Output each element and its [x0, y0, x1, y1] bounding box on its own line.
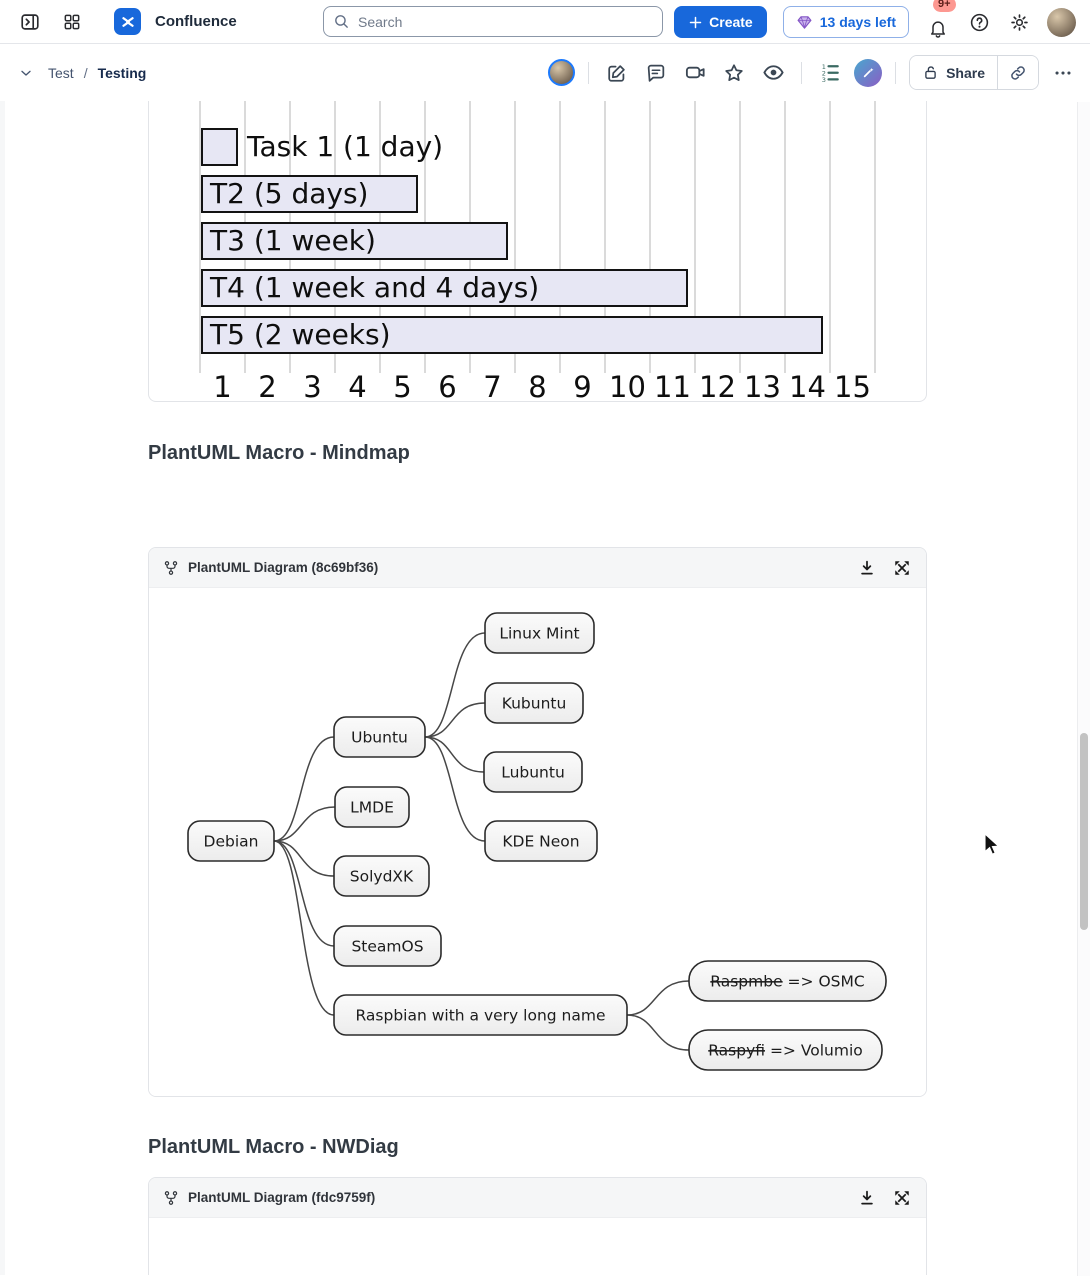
mindmap-edge: [425, 737, 485, 841]
mindmap-node-label: Debian: [203, 832, 259, 851]
gantt-task-label: T2 (5 days): [210, 177, 369, 210]
video-button[interactable]: [680, 58, 710, 88]
edit-page-button[interactable]: [602, 58, 632, 88]
gantt-axis-day-label: 6: [438, 370, 457, 402]
video-camera-icon: [684, 61, 707, 84]
nwdiag-section-heading: PlantUML Macro - NWDiag: [148, 1136, 399, 1158]
mindmap-diagram: [149, 588, 926, 1097]
link-icon: [1009, 64, 1027, 82]
ai-assistant-button[interactable]: [854, 59, 882, 87]
plus-icon: [688, 15, 703, 30]
mindmap-edge: [627, 1015, 689, 1050]
gantt-axis-day-label: 15: [834, 370, 871, 402]
mindmap-diagram-panel: [148, 547, 927, 1097]
collapsed-sidebar-rail: [0, 101, 5, 1275]
eye-icon: [762, 61, 785, 84]
scrollbar-thumb[interactable]: [1080, 733, 1088, 930]
gantt-axis-day-label: 5: [393, 370, 412, 402]
app-name: Confluence: [155, 13, 237, 30]
search-icon: [333, 13, 350, 30]
expand-diagram-button[interactable]: [892, 558, 912, 578]
mindmap-node-label: LMDE: [350, 798, 394, 817]
gantt-axis-day-label: 2: [258, 370, 277, 402]
more-actions-button[interactable]: [1048, 58, 1078, 88]
confluence-logo-icon[interactable]: [114, 8, 141, 35]
bell-icon: [928, 18, 948, 38]
gantt-task-label: T5 (2 weeks): [210, 318, 391, 351]
mindmap-node-label: Raspyfi => Volumio: [708, 1041, 863, 1060]
copy-link-button[interactable]: [997, 56, 1038, 89]
nwdiag-panel-body: [149, 1218, 926, 1275]
mindmap-node-label: Raspmbe => OSMC: [710, 972, 865, 991]
mindmap-node-label: Ubuntu: [351, 728, 408, 747]
mindmap-edge: [274, 807, 335, 841]
mindmap-edge: [425, 633, 485, 737]
help-button[interactable]: [967, 10, 991, 34]
settings-button[interactable]: [1007, 10, 1031, 34]
gantt-task-label: T3 (1 week): [210, 224, 376, 257]
toolbar-divider: [588, 62, 589, 84]
diagram-fork-icon: [163, 560, 179, 576]
gantt-axis-day-label: 10: [609, 370, 646, 402]
star-button[interactable]: [719, 58, 749, 88]
mindmap-node-label: SteamOS: [351, 937, 424, 956]
mindmap-node-label: Kubuntu: [501, 694, 567, 713]
share-button-label: Share: [946, 64, 985, 81]
gantt-axis-day-label: 1: [213, 370, 232, 402]
scrollbar-track[interactable]: [1077, 102, 1090, 1276]
mindmap-section-heading: PlantUML Macro - Mindmap: [148, 442, 410, 464]
gantt-axis-day-label: 9: [573, 370, 592, 402]
mindmap-edge: [425, 737, 484, 772]
app-switcher-button[interactable]: [56, 6, 88, 38]
nwdiag-panel-title: PlantUML Diagram (fdc9759f): [188, 1190, 376, 1205]
gantt-task-label: Task 1 (1 day): [247, 130, 444, 163]
table-of-contents-button[interactable]: [815, 58, 845, 88]
nwdiag-panel-header: [149, 1178, 926, 1218]
create-button[interactable]: [674, 6, 767, 38]
collapse-breadcrumb-button[interactable]: [14, 61, 38, 85]
mindmap-node-label: Linux Mint: [499, 624, 580, 643]
trial-days-left-button[interactable]: [783, 6, 909, 38]
gear-icon: [1009, 12, 1030, 33]
download-diagram-button[interactable]: [857, 1188, 877, 1208]
create-button-label: Create: [709, 14, 753, 30]
mindmap-edge: [425, 703, 485, 737]
gantt-diagram-card: [148, 101, 927, 402]
diagram-fork-icon: [163, 1190, 179, 1206]
mindmap-node-label: SolydXK: [349, 867, 414, 886]
svg-text:2: 2: [821, 69, 826, 78]
mindmap-edge: [274, 841, 334, 1015]
gantt-axis-day-label: 14: [789, 370, 826, 402]
expand-icon: [893, 559, 911, 577]
notifications-button[interactable]: [925, 0, 951, 38]
page-content: [0, 101, 1090, 1275]
search-input[interactable]: [323, 6, 663, 37]
edit-pencil-icon: [606, 62, 628, 84]
mindmap-edge: [627, 981, 689, 1015]
watch-button[interactable]: [758, 58, 788, 88]
gantt-task-bar: [202, 129, 237, 165]
gantt-axis-day-label: 8: [528, 370, 547, 402]
ellipsis-icon: [1052, 62, 1074, 84]
top-navigation: [0, 0, 1090, 44]
breadcrumb: [14, 61, 146, 85]
sidebar-toggle-button[interactable]: [14, 6, 46, 38]
share-button-group: [909, 55, 1039, 90]
trial-days-left-label: 13 days left: [819, 14, 896, 30]
expand-icon: [893, 1189, 911, 1207]
download-diagram-button[interactable]: [857, 558, 877, 578]
gantt-chart: [149, 101, 926, 402]
notification-count-badge: 9+: [933, 0, 956, 12]
comments-button[interactable]: [641, 58, 671, 88]
download-icon: [858, 1189, 876, 1207]
expand-diagram-button[interactable]: [892, 1188, 912, 1208]
gantt-axis-day-label: 12: [699, 370, 736, 402]
gantt-axis-day-label: 13: [744, 370, 781, 402]
nwdiag-diagram-panel: [148, 1177, 927, 1275]
unlock-icon: [922, 64, 939, 81]
mindmap-node-label: Raspbian with a very long name: [355, 1006, 606, 1025]
gantt-axis-day-label: 4: [348, 370, 367, 402]
mindmap-node-label: Lubuntu: [501, 763, 565, 782]
mindmap-panel-body: [149, 588, 926, 1097]
download-icon: [858, 559, 876, 577]
gantt-axis-day-label: 7: [483, 370, 502, 402]
collaborator-avatar[interactable]: [548, 59, 575, 86]
svg-text:1: 1: [821, 63, 826, 71]
question-circle-icon: [969, 12, 990, 33]
breadcrumb-separator: /: [83, 64, 88, 81]
mindmap-panel-title: PlantUML Diagram (8c69bf36): [188, 560, 379, 575]
chevron-down-icon: [18, 65, 34, 81]
mindmap-edge: [274, 737, 334, 841]
mindmap-edge: [274, 841, 334, 946]
svg-text:3: 3: [821, 76, 826, 83]
star-icon: [723, 62, 745, 84]
magic-wand-icon: [860, 65, 876, 81]
comment-icon: [645, 62, 667, 84]
gantt-task-label: T4 (1 week and 4 days): [210, 271, 540, 304]
share-button[interactable]: [910, 56, 997, 89]
user-avatar[interactable]: [1047, 8, 1076, 37]
gem-icon: [796, 14, 813, 31]
breadcrumb-space-link[interactable]: Test: [48, 64, 74, 81]
gantt-axis-day-label: 3: [303, 370, 322, 402]
page-toolbar: [0, 44, 1090, 101]
sidebar-expand-icon: [19, 11, 41, 33]
grid-apps-icon: [62, 12, 82, 32]
toolbar-divider: [895, 62, 896, 84]
mindmap-panel-header: [149, 548, 926, 588]
gantt-axis-day-label: 11: [654, 370, 691, 402]
toolbar-divider: [801, 62, 802, 84]
mindmap-node-label: KDE Neon: [502, 832, 580, 851]
numbered-list-icon: [820, 62, 841, 83]
breadcrumb-page-title: Testing: [97, 64, 147, 81]
global-search: [323, 6, 663, 37]
